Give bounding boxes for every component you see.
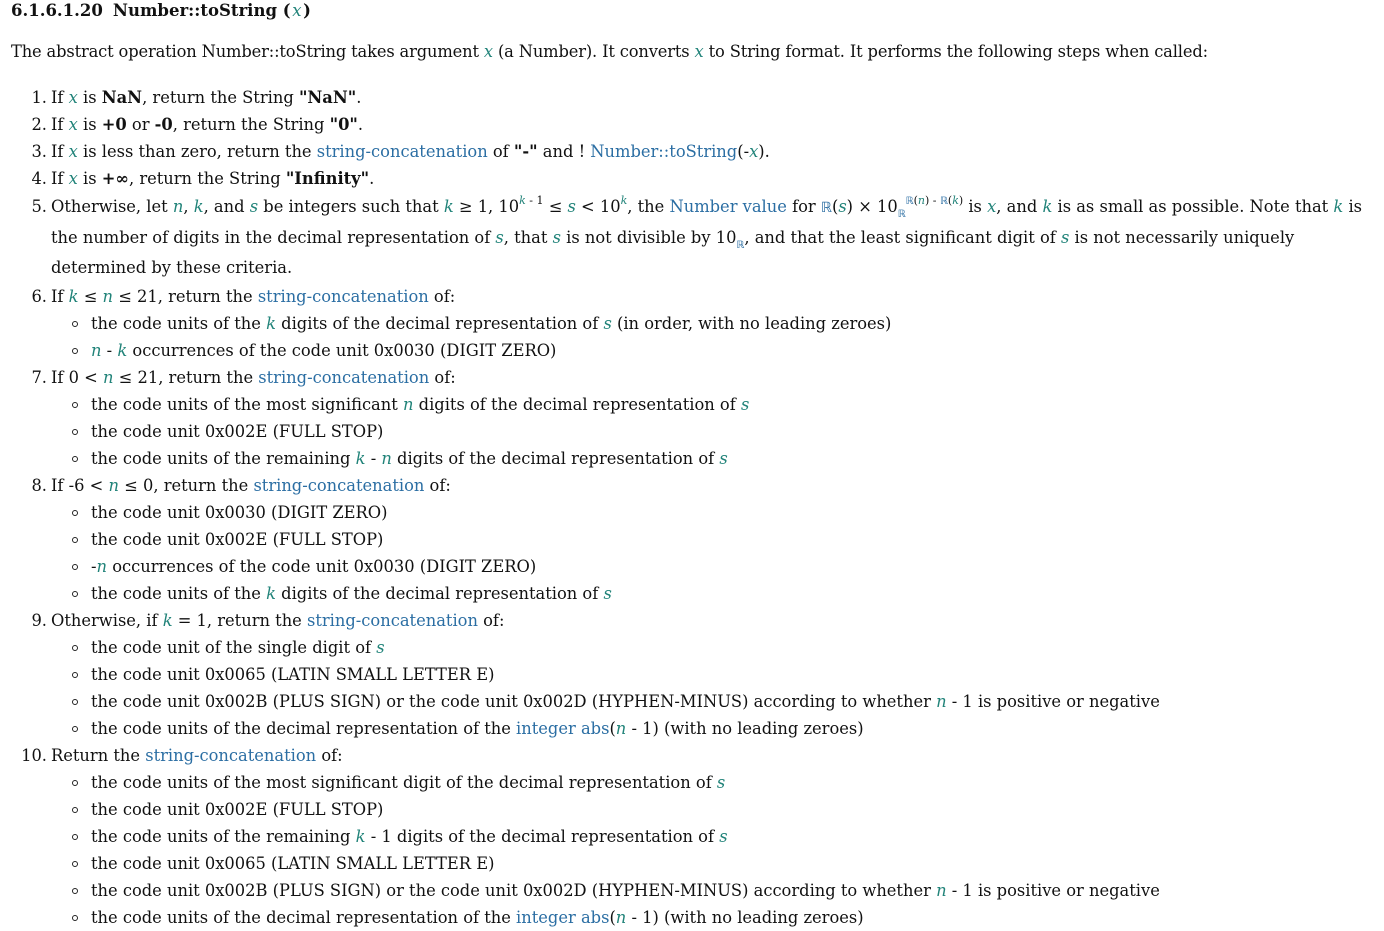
value-plus-zero: +0	[101, 115, 127, 134]
value-minus-zero: -0	[154, 115, 173, 134]
step-text: the code unit 0x002B (PLUS SIGN) or the code unit 0x002D (HYPHEN-MINUS) according to whether	[91, 692, 937, 711]
var-s[interactable]: s	[495, 228, 504, 247]
step-text: of:	[316, 746, 343, 765]
step-text: is	[77, 169, 102, 188]
step-number: 2.	[31, 115, 47, 134]
step-text: , that	[503, 228, 553, 247]
section-heading	[11, 0, 1384, 24]
list-item	[91, 526, 1384, 553]
algorithm-steps	[11, 84, 1384, 931]
step-text: is as small as possible. Note that	[1052, 197, 1334, 216]
step-text: - 1) (with no leading zeroes)	[626, 908, 864, 927]
step-text: be integers such that	[258, 197, 444, 216]
step-text: the code units of the	[91, 584, 267, 603]
step-number: 7.	[31, 368, 47, 387]
list-item	[91, 499, 1384, 526]
real-subscript[interactable]: ℝ	[897, 209, 906, 220]
var-s[interactable]: s	[719, 449, 728, 468]
var-n[interactable]: n	[936, 881, 947, 900]
var-k[interactable]: k	[68, 287, 79, 306]
step-text: is	[77, 115, 102, 134]
step-text: the code unit 0x0030 (DIGIT ZERO)	[91, 503, 388, 522]
step-text: occurrences of the code unit 0x0030 (DIGIT ZERO)	[127, 341, 557, 360]
step-text: If	[51, 115, 69, 134]
step-text: the code unit 0x0065 (LATIN SMALL LETTER E)	[91, 665, 495, 684]
var-x[interactable]: x	[749, 142, 759, 161]
step-text: the code unit 0x002E (FULL STOP)	[91, 800, 384, 819]
step-text: ≤	[543, 197, 568, 216]
step-text: Otherwise, let	[51, 197, 173, 216]
step-number: 6.	[31, 287, 47, 306]
step-text: the code unit of the single digit of	[91, 638, 377, 657]
step-text: the code units of the decimal representation of the	[91, 719, 517, 738]
step-text: .	[356, 88, 362, 107]
string-literal: "Infinity"	[285, 169, 370, 188]
step-number: 1.	[31, 88, 47, 107]
step-text: -	[101, 341, 118, 360]
var-x[interactable]: x	[483, 42, 493, 61]
var-x[interactable]: x	[68, 88, 78, 107]
step-text: = 1, return the	[172, 611, 307, 630]
list-item	[91, 337, 1384, 364]
step-text: , and	[203, 197, 250, 216]
var-s[interactable]: s	[719, 827, 728, 846]
step-text: is less than zero, return the	[77, 142, 317, 161]
step-5	[31, 192, 1384, 283]
string-concatenation-link[interactable]: string-concatenation	[307, 611, 478, 630]
var-n[interactable]: n	[108, 476, 119, 495]
substep-list	[51, 634, 1384, 742]
step-text: -	[365, 449, 382, 468]
var-n[interactable]: n	[936, 692, 947, 711]
var-k[interactable]: k	[1042, 197, 1053, 216]
string-concatenation-link[interactable]: string-concatenation	[316, 142, 488, 161]
step-text: of:	[428, 287, 456, 306]
step-text: - 1 digits of the decimal representation of	[365, 827, 720, 846]
var-k[interactable]: k	[162, 611, 173, 630]
var-s[interactable]: s	[567, 197, 576, 216]
var-k[interactable]: k	[519, 194, 526, 207]
var-k[interactable]: k	[117, 341, 128, 360]
step-text: is the number of digits in the decimal representation of	[51, 197, 1363, 247]
param-x[interactable]: x	[292, 1, 302, 20]
var-s[interactable]: s	[249, 197, 259, 216]
list-item	[91, 553, 1384, 580]
var-k[interactable]: k	[355, 449, 366, 468]
step-text: of:	[477, 611, 505, 630]
step-text: ≤ 21, return the	[113, 368, 259, 387]
integer-link[interactable]: integer	[516, 719, 576, 738]
step-3	[31, 138, 1384, 165]
list-item	[91, 823, 1384, 850]
list-item	[91, 796, 1384, 823]
step-text: the code units of the remaining	[91, 449, 356, 468]
step-text: digits of the decimal representation of	[275, 314, 604, 333]
step-text: occurrences of the code unit 0x0030 (DIGIT ZERO)	[107, 557, 537, 576]
real-symbol-link[interactable]: ℝ	[820, 200, 832, 216]
step-number: 8.	[31, 476, 47, 495]
var-s[interactable]: s	[376, 638, 385, 657]
number-value-link[interactable]: Number value	[669, 197, 787, 216]
string-concatenation-link[interactable]: string-concatenation	[258, 368, 430, 387]
step-text: - 1 is positive or negative	[946, 881, 1160, 900]
list-item	[91, 769, 1384, 796]
step-text: , return the String	[172, 115, 330, 134]
step-text: , and that the least significant digit of	[744, 228, 1061, 247]
step-text: the code unit 0x002E (FULL STOP)	[91, 530, 384, 549]
var-s[interactable]: s	[716, 773, 726, 792]
list-item	[91, 310, 1384, 337]
var-k[interactable]: k	[193, 197, 204, 216]
intro-paragraph	[11, 40, 1384, 64]
var-n[interactable]: n	[96, 557, 108, 576]
step-text: ≥ 1, 10	[453, 197, 520, 216]
step-text: .	[369, 169, 375, 188]
step-text: Return the	[51, 746, 146, 765]
real-symbol-link[interactable]: ℝ	[905, 196, 914, 207]
step-text: digits of the decimal representation of	[391, 449, 720, 468]
string-concatenation-link[interactable]: string-concatenation	[145, 746, 317, 765]
step-text: (-	[737, 142, 750, 161]
step-text: of:	[429, 368, 456, 387]
substep-list	[51, 769, 1384, 931]
var-n[interactable]: n	[102, 368, 114, 387]
step-text: ).	[758, 142, 770, 161]
step-text: (	[609, 719, 616, 738]
step-text: is	[963, 197, 988, 216]
step-text: the code units of the decimal representation of the	[91, 908, 517, 927]
step-2	[31, 111, 1384, 138]
list-item	[91, 634, 1384, 661]
step-text: ≤ 21, return the	[113, 287, 258, 306]
step-text: -	[91, 557, 97, 576]
list-item	[91, 418, 1384, 445]
step-text: ≤ 0, return the	[119, 476, 254, 495]
number-tostring-link[interactable]: Number::toString	[590, 142, 738, 161]
step-text: the code unit 0x002E (FULL STOP)	[91, 422, 384, 441]
list-item	[91, 580, 1384, 607]
list-item	[91, 661, 1384, 688]
var-n[interactable]: n	[172, 197, 184, 216]
substep-list	[51, 391, 1384, 472]
list-item	[91, 850, 1384, 877]
step-text: the code units of the	[91, 314, 267, 333]
step-text: of	[487, 142, 514, 161]
abs-link[interactable]: abs	[580, 719, 610, 738]
step-text: , return the String	[128, 169, 286, 188]
step-text: ,	[183, 197, 194, 216]
step-text: ≤	[78, 287, 103, 306]
step-text: - 1) (with no leading zeroes)	[626, 719, 864, 738]
step-number: 4.	[31, 169, 47, 188]
integer-link[interactable]: integer	[516, 908, 576, 927]
exponent: k - 1	[519, 194, 544, 207]
real-subscript[interactable]: ℝ	[736, 240, 745, 251]
substep-list	[51, 499, 1384, 607]
var-n[interactable]: n	[102, 287, 114, 306]
list-item	[91, 445, 1384, 472]
var-x[interactable]: x	[68, 115, 78, 134]
intro-text: (a Number). It converts	[492, 42, 695, 61]
var-x[interactable]: x	[987, 197, 997, 216]
var-s[interactable]: s	[552, 228, 561, 247]
var-s[interactable]: s	[1060, 228, 1070, 247]
step-4	[31, 165, 1384, 192]
step-7	[31, 364, 1384, 472]
step-text: If -6 <	[51, 476, 109, 495]
step-text: (	[831, 197, 839, 216]
var-k[interactable]: k	[1333, 197, 1344, 216]
var-x[interactable]: x	[68, 142, 78, 161]
var-x[interactable]: x	[694, 42, 704, 61]
substep-list	[51, 310, 1384, 364]
string-concatenation-link[interactable]: string-concatenation	[257, 287, 429, 306]
step-text: digits of the decimal representation of	[275, 584, 604, 603]
var-s[interactable]: s	[740, 395, 750, 414]
var-k[interactable]: k	[443, 197, 454, 216]
step-text: the code units of the most significant	[91, 395, 403, 414]
step-text: , return the String	[142, 88, 299, 107]
var-k[interactable]: k	[355, 827, 366, 846]
var-k[interactable]: k	[952, 194, 959, 207]
step-text: digits of the decimal representation of	[413, 395, 741, 414]
var-s[interactable]: s	[603, 584, 612, 603]
abs-link[interactable]: abs	[580, 908, 610, 927]
var-n[interactable]: n	[91, 341, 102, 360]
var-k[interactable]: k	[620, 194, 628, 207]
var-n[interactable]: n	[615, 719, 627, 738]
step-text: If	[51, 88, 69, 107]
intro-text: to String format. It performs the following steps when called:	[703, 42, 1208, 61]
step-text: If	[51, 287, 69, 306]
string-concatenation-link[interactable]: string-concatenation	[253, 476, 425, 495]
step-9	[31, 607, 1384, 742]
step-10	[21, 742, 1384, 931]
exponent: ℝ(n) - ℝ(k)	[905, 194, 964, 207]
list-item	[91, 688, 1384, 715]
step-text: If	[51, 142, 69, 161]
real-symbol-link[interactable]: ℝ	[939, 196, 948, 207]
value-plus-infinity: +∞	[101, 169, 129, 188]
step-text: the code units of the most significant digit of the decimal representation of	[91, 773, 717, 792]
var-n[interactable]: n	[402, 395, 414, 414]
step-text: - 1 is positive or negative	[946, 692, 1160, 711]
step-text: of:	[424, 476, 451, 495]
step-text: is not divisible by 10	[560, 228, 737, 247]
step-text: the code units of the remaining	[91, 827, 356, 846]
var-s[interactable]: s	[838, 197, 847, 216]
section-number[interactable]: 6.1.6.1.20	[11, 1, 103, 20]
step-text: or	[126, 115, 155, 134]
step-text: (in order, with no leading zeroes)	[611, 314, 892, 333]
step-text: and !	[537, 142, 591, 161]
step-text: for	[786, 197, 821, 216]
step-text: (	[609, 908, 616, 927]
step-text: is not necessarily uniquely determined by these criteria.	[51, 228, 1295, 277]
step-6	[31, 283, 1384, 364]
step-number: 5.	[31, 197, 47, 216]
var-n[interactable]: n	[615, 908, 627, 927]
step-text: ) × 10	[846, 197, 898, 216]
string-literal: "-"	[513, 142, 538, 161]
list-item	[91, 904, 1384, 931]
step-1	[31, 84, 1384, 111]
step-number: 10.	[21, 746, 47, 765]
var-k[interactable]: k	[266, 314, 276, 333]
step-number: 9.	[31, 611, 47, 630]
step-text: Otherwise, if	[51, 611, 163, 630]
value-nan: NaN	[101, 88, 143, 107]
step-text: If 0 <	[51, 368, 103, 387]
step-text: < 10	[575, 197, 621, 216]
section-title: Number::toString (	[112, 1, 291, 20]
step-number: 3.	[31, 142, 47, 161]
step-text: , the	[627, 197, 670, 216]
step-text: the code unit 0x002B (PLUS SIGN) or the code unit 0x002D (HYPHEN-MINUS) according to whether	[91, 881, 937, 900]
string-literal: "NaN"	[298, 88, 357, 107]
section-title-close: )	[303, 1, 311, 20]
step-text: is	[77, 88, 102, 107]
step-text: If	[51, 169, 69, 188]
step-text: , and	[996, 197, 1043, 216]
var-s[interactable]: s	[603, 314, 612, 333]
string-literal: "0"	[329, 115, 358, 134]
list-item	[91, 715, 1384, 742]
list-item	[91, 877, 1384, 904]
var-n[interactable]: n	[381, 449, 392, 468]
var-n[interactable]: n	[917, 194, 925, 207]
step-8	[31, 472, 1384, 607]
step-text: the code unit 0x0065 (LATIN SMALL LETTER E)	[91, 854, 495, 873]
var-k[interactable]: k	[266, 584, 276, 603]
var-x[interactable]: x	[68, 169, 78, 188]
step-text: .	[357, 115, 364, 134]
intro-text: The abstract operation Number::toString takes argument	[11, 42, 484, 61]
list-item	[91, 391, 1384, 418]
